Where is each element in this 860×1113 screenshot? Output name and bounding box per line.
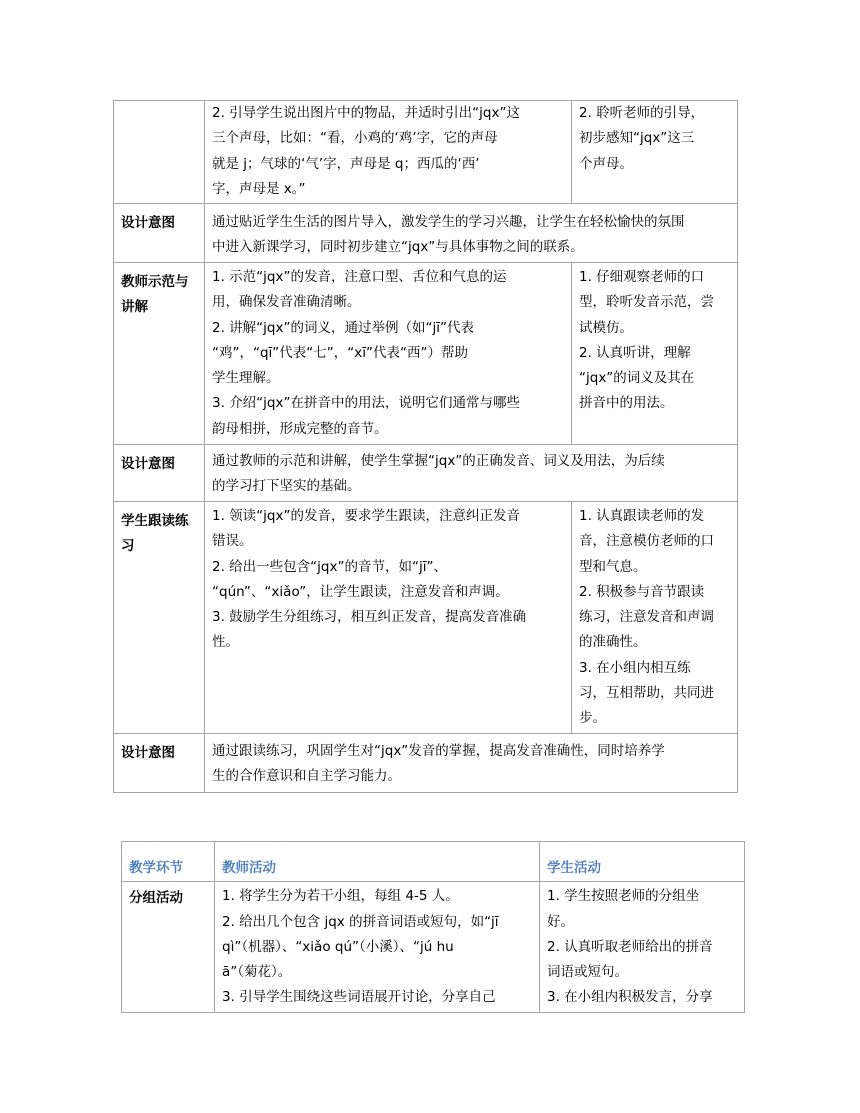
text-line: 初步感知“jqx”这三 — [579, 130, 695, 147]
teacher-activity-cell — [215, 882, 540, 1013]
row-label: 设计意图 — [114, 204, 205, 263]
design-intent-cell — [205, 734, 738, 793]
text-line: 用，确保发音准确清晰。 — [212, 294, 361, 311]
design-intent-cell — [205, 445, 738, 502]
text-line: 学生跟读练 — [121, 513, 189, 529]
text-line: 3. 在小组内相互练 — [579, 659, 691, 676]
text-line: 音，注意模仿老师的口 — [579, 533, 714, 550]
text-line: 练习，注意发音和声调 — [579, 609, 714, 626]
text-line: 中进入新课学习，同时初步建立“jqx”与具体事物之间的联系。 — [212, 239, 584, 256]
text-line: 错误。 — [212, 533, 253, 550]
text-line: 型，聆听发音示范，尝 — [579, 294, 714, 311]
student-activity-cell — [572, 502, 738, 734]
text-line: 词语或短句。 — [547, 964, 628, 981]
text-line: 3. 在小组内积极发言，分享 — [547, 989, 713, 1006]
text-line: 3. 引导学生围绕这些词语展开讨论，分享自己 — [222, 989, 496, 1006]
text-line: 3. 鼓励学生分组练习，相互纠正发音，提高发音准确 — [212, 609, 527, 626]
text-line: 习，互相帮助，共同进 — [579, 685, 714, 702]
student-activity-cell — [572, 263, 738, 445]
text-line: 2. 给出几个包含 jqx 的拼音词语或短句，如“jī — [222, 913, 499, 930]
text-line: 1. 领读“jqx”的发音，要求学生跟读，注意纠正发音 — [212, 508, 520, 524]
text-line: 三个声母，比如：“看，小鸡的‘鸡’字，它的声母 — [212, 130, 498, 147]
column-header: 教师活动 — [215, 842, 540, 882]
row-label — [114, 263, 205, 445]
teacher-activity-cell — [205, 101, 572, 204]
column-header: 教学环节 — [122, 842, 215, 882]
text-line: 步。 — [579, 710, 606, 727]
text-line: 2. 认真听取老师给出的拼音 — [547, 938, 713, 955]
text-line: 2. 聆听老师的引导， — [579, 105, 705, 121]
text-line: 2. 给出一些包含“jqx”的音节，如“jī”、 — [212, 558, 447, 575]
text-line: 3. 介绍“jqx”在拼音中的用法，说明它们通常与哪些 — [212, 395, 520, 412]
text-line: 1. 学生按照老师的分组坐 — [547, 888, 700, 905]
text-line: 讲解 — [121, 299, 148, 316]
table-row — [114, 101, 738, 204]
text-line: 2. 积极参与音节跟读 — [579, 583, 705, 600]
text-line: 的学习打下坚实的基础。 — [212, 478, 361, 495]
text-line: 1. 认真跟读老师的发 — [579, 508, 705, 524]
table-row — [114, 445, 738, 502]
text-line: 2. 认真听讲，理解 — [579, 344, 691, 361]
table-row — [114, 263, 738, 445]
teacher-activity-cell — [205, 502, 572, 734]
student-activity-cell — [572, 101, 738, 204]
text-line: 好。 — [547, 913, 574, 930]
text-line: “qún”、“xiǎo”，让学生跟读，注意发音和声调。 — [212, 583, 509, 600]
empty-cell — [114, 101, 205, 204]
text-line: 试模仿。 — [579, 319, 633, 336]
text-line: 的准确性。 — [579, 634, 647, 651]
student-activity-cell — [540, 882, 745, 1013]
column-header: 学生活动 — [540, 842, 745, 882]
table-header-row — [122, 842, 745, 882]
lesson-plan-table-2 — [121, 841, 745, 1013]
text-line: 生的合作意识和自主学习能力。 — [212, 768, 401, 785]
text-line: 1. 将学生分为若干小组，每组 4-5 人。 — [222, 888, 459, 905]
teacher-activity-cell — [205, 263, 572, 445]
text-line: 1. 仔细观察老师的口 — [579, 269, 705, 285]
text-line: 1. 示范“jqx”的发音，注意口型、舌位和气息的运 — [212, 269, 507, 285]
text-line: “jqx”的词义及其在 — [579, 370, 695, 387]
row-label: 分组活动 — [122, 882, 215, 1013]
text-line: ā”（菊花）。 — [222, 964, 292, 981]
design-intent-cell — [205, 204, 738, 263]
text-line: 通过教师的示范和讲解，使学生掌握“jqx”的正确发音、词义及用法，为后续 — [212, 453, 665, 469]
row-label: 设计意图 — [114, 734, 205, 793]
text-line: 型和气息。 — [579, 558, 647, 575]
table-row — [114, 734, 738, 793]
text-line: 就是 j；气球的‘气’字，声母是 q；西瓜的‘西’ — [212, 155, 480, 172]
text-line: 性。 — [212, 634, 239, 651]
text-line: 字，声母是 x。” — [212, 180, 306, 197]
table-row — [122, 882, 745, 1013]
text-line: 学生理解。 — [212, 370, 280, 387]
text-line: 拼音中的用法。 — [579, 395, 674, 412]
table-row — [114, 204, 738, 263]
row-label — [114, 502, 205, 734]
text-line: “鸡”，“qī”代表“七”，“xī”代表“西”）帮助 — [212, 344, 468, 361]
lesson-plan-table-1 — [113, 100, 738, 793]
text-line: 2. 讲解“jqx”的词义，通过举例（如“jī”代表 — [212, 319, 474, 336]
text-line: 通过贴近学生生活的图片导入，激发学生的学习兴趣，让学生在轻松愉快的氛围 — [212, 214, 685, 230]
text-line: 教师示范与 — [121, 274, 189, 290]
text-line: 韵母相拼，形成完整的音节。 — [212, 420, 388, 437]
text-line: 通过跟读练习，巩固学生对“jqx”发音的掌握，提高发音准确性，同时培养学 — [212, 743, 665, 759]
row-label: 设计意图 — [114, 445, 205, 502]
table-row — [114, 502, 738, 734]
text-line: 习 — [121, 538, 135, 555]
text-line: 2. 引导学生说出图片中的物品，并适时引出“jqx”这 — [212, 105, 520, 121]
text-line: 个声母。 — [579, 155, 633, 172]
text-line: qì”（机器）、“xiǎo qú”（小溪）、“jú hu — [222, 938, 454, 955]
